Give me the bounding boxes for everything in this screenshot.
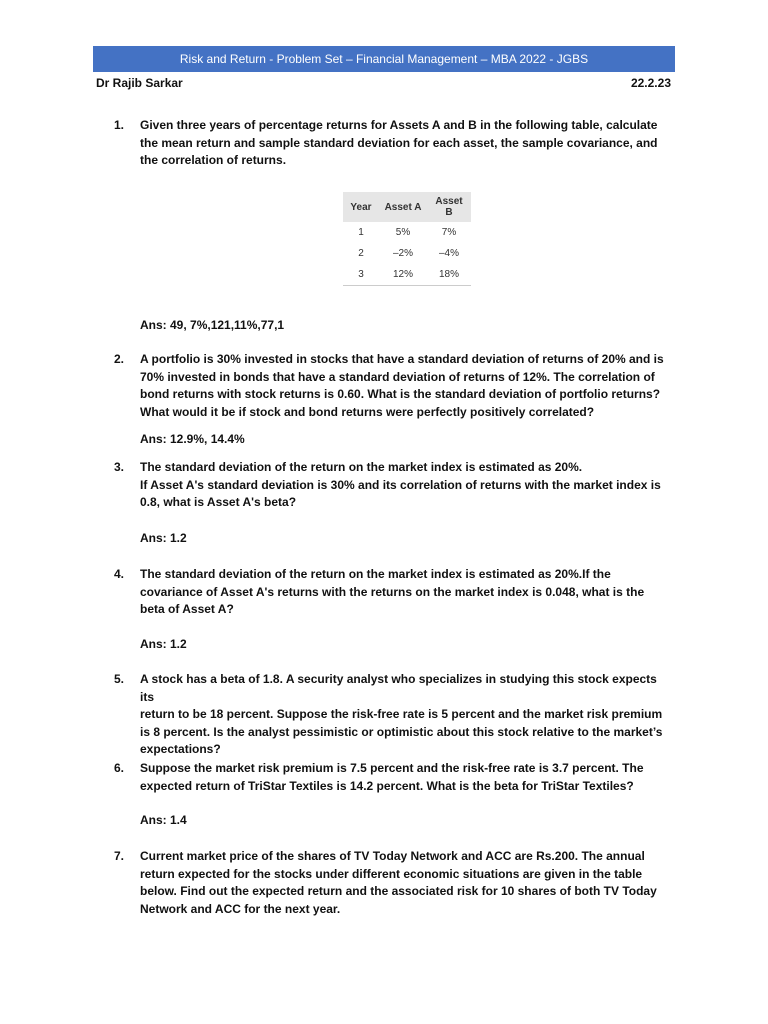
- author-name: Dr Rajib Sarkar: [96, 76, 183, 90]
- question-number: 5.: [114, 672, 125, 686]
- question-text-line: A portfolio is 30% invested in stocks that have a standard deviation of returns of 20% and is: [140, 352, 664, 366]
- question-3: [114, 459, 674, 512]
- question-text-line: What would it be if stock and bond returns were perfectly positively correlated?: [140, 404, 595, 419]
- question-4: [114, 566, 674, 619]
- table-cell: 18%: [427, 264, 471, 286]
- answer-2: Ans: 12.9%, 14.4%: [140, 432, 245, 446]
- question-1: [114, 117, 674, 170]
- question-text-line: Network and ACC for the next year.: [140, 901, 341, 916]
- table-cell: 5%: [395, 227, 411, 238]
- question-text-line: the correlation of returns.: [140, 153, 287, 167]
- table-cell: 7%: [441, 227, 457, 238]
- question-text-line: The standard deviation of the return on the market index is estimated as 20%.: [140, 460, 583, 474]
- table-cell: 12%: [379, 264, 427, 286]
- table-row: [343, 222, 471, 243]
- answer-1: Ans: 49, 7%,121,11%,77,1: [140, 318, 285, 332]
- question-text-line: the mean return and sample standard deviation for each asset, the sample covariance, and: [140, 135, 658, 150]
- question-text-line: beta of Asset A?: [140, 602, 234, 616]
- question-text-line: below. Find out the expected return and the associated risk for 10 shares of both TV Today: [140, 884, 657, 898]
- question-number: 1.: [114, 118, 125, 132]
- document-date: 22.2.23: [630, 76, 671, 90]
- table-header-cell: Asset B: [427, 192, 471, 222]
- table-cell: –2%: [392, 248, 413, 259]
- question-text-line: covariance of Asset A's returns with the returns on the market index is 0.048, what is the: [140, 584, 645, 599]
- returns-table: [343, 192, 471, 286]
- question-text-line: return expected for the stocks under different economic situations are given in the table: [140, 866, 643, 881]
- question-text-line: expected return of TriStar Textiles is 14.2 percent. What is the beta for TriStar Textiles?: [140, 778, 634, 793]
- table-header-row: [343, 192, 471, 222]
- table-row: [343, 243, 471, 264]
- table-row: [343, 264, 471, 286]
- table-cell: –4%: [438, 248, 459, 259]
- table-cell: 3: [343, 264, 379, 286]
- question-text-line: Given three years of percentage returns for Assets A and B in the following table, calculate: [140, 118, 658, 132]
- table-header-cell: Asset A: [379, 192, 427, 222]
- question-number: 4.: [114, 567, 125, 581]
- table-cell: 1: [358, 227, 364, 238]
- question-number: 7.: [114, 849, 125, 863]
- answer-6: Ans: 1.4: [140, 813, 187, 827]
- question-text-line: expectations?: [140, 742, 221, 756]
- table-header-cell: Year: [343, 192, 379, 222]
- question-number: 2.: [114, 352, 125, 366]
- document-title-banner: Risk and Return - Problem Set – Financial Management – MBA 2022 - JGBS: [93, 46, 675, 72]
- question-6: [114, 760, 674, 795]
- question-2: [114, 351, 674, 421]
- question-number: 3.: [114, 460, 125, 474]
- question-text-line: If Asset A's standard deviation is 30% and its correlation of returns with the market index is: [140, 477, 661, 492]
- question-text-line: return to be 18 percent. Suppose the risk-free rate is 5 percent and the market risk premium: [140, 707, 663, 721]
- answer-4: Ans: 1.2: [140, 637, 187, 651]
- question-7: [114, 848, 674, 918]
- question-text-line: A stock has a beta of 1.8. A security analyst who specializes in studying this stock expects its: [140, 672, 657, 704]
- question-text-line: The standard deviation of the return on the market index is estimated as 20%.If the: [140, 567, 611, 581]
- question-5: [114, 671, 674, 759]
- answer-3: Ans: 1.2: [140, 531, 187, 545]
- question-text-line: Current market price of the shares of TV Today Network and ACC are Rs.200. The annual: [140, 849, 645, 863]
- question-text-line: Suppose the market risk premium is 7.5 percent and the risk-free rate is 3.7 percent. The: [140, 761, 644, 775]
- question-text-line: bond returns with stock returns is 0.60. What is the standard deviation of portfolio returns?: [140, 387, 661, 401]
- question-text-line: 70% invested in bonds that have a standard deviation of returns of 12%. The correlation of: [140, 369, 655, 384]
- table-cell: 2: [358, 248, 364, 259]
- question-text-line: 0.8, what is Asset A's beta?: [140, 495, 297, 509]
- question-number: 6.: [114, 761, 125, 775]
- question-text-line: is 8 percent. Is the analyst pessimistic or optimistic about this stock relative to the market’s: [140, 724, 663, 739]
